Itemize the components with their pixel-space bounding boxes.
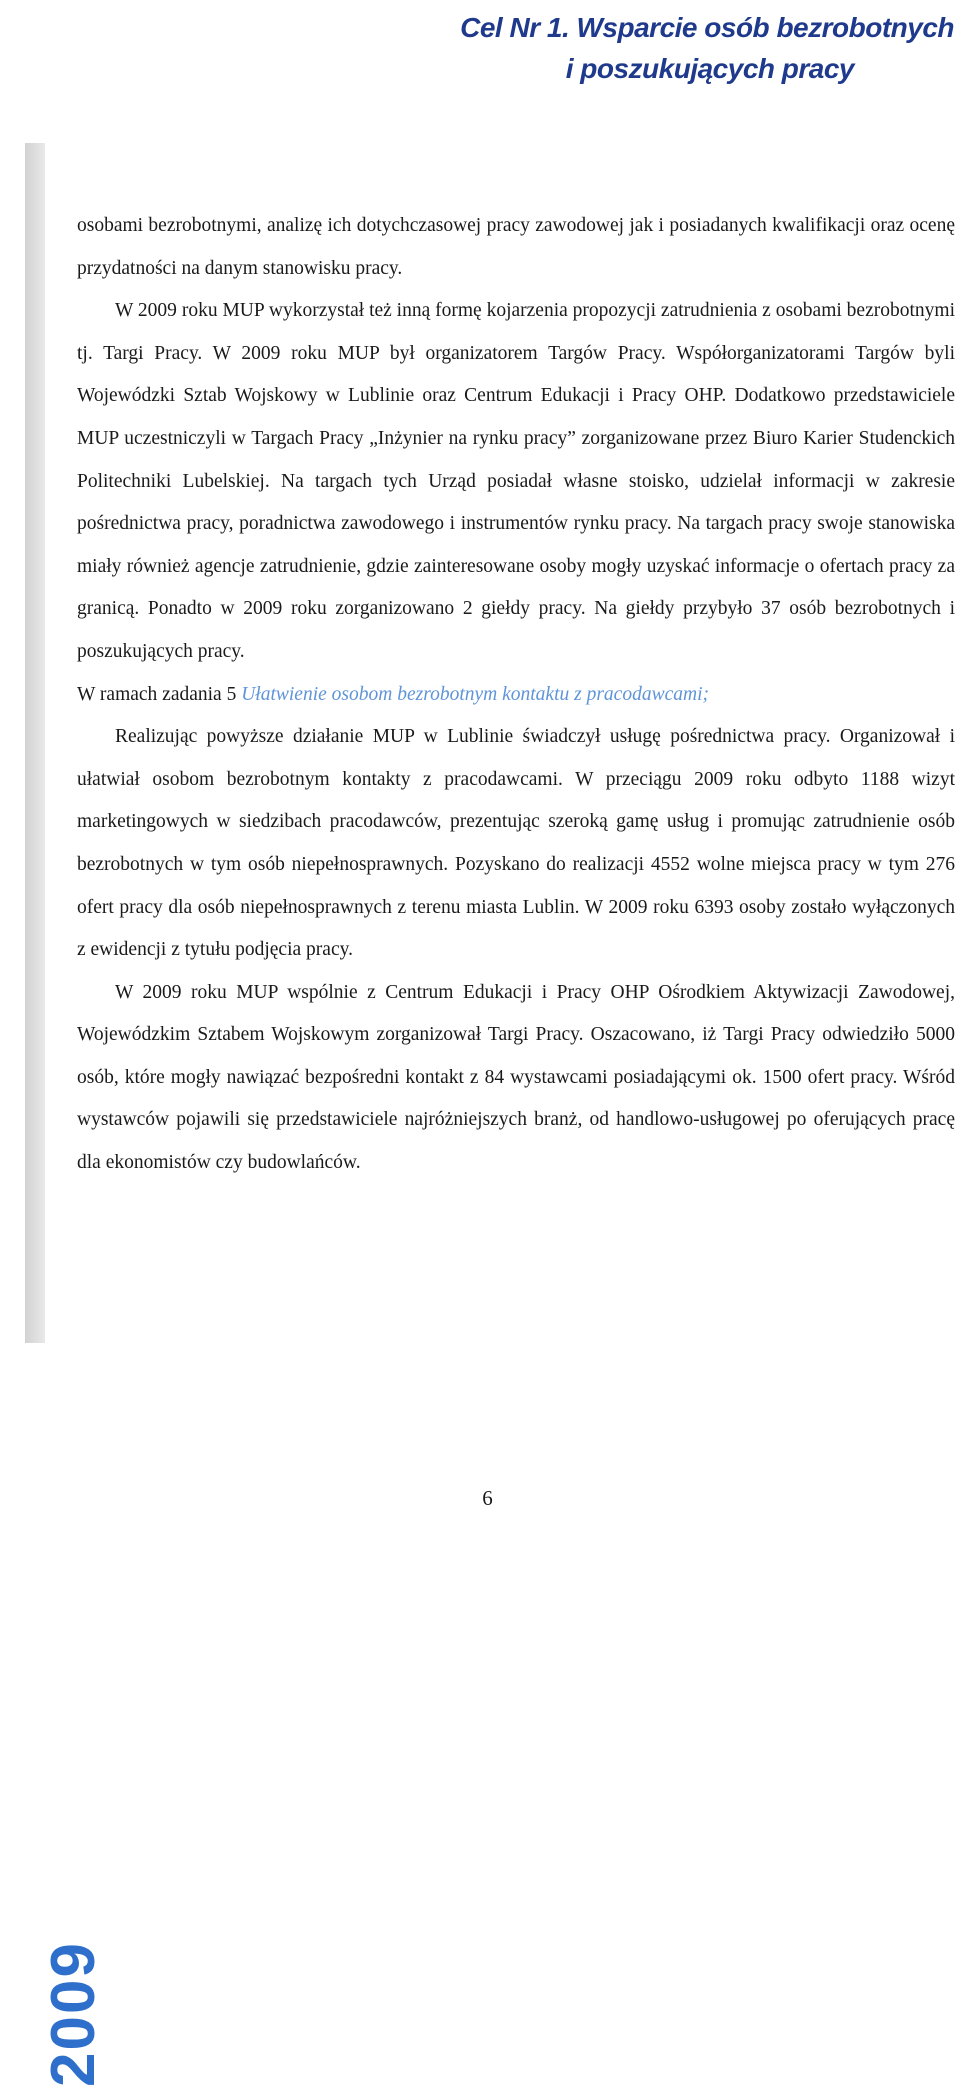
paragraph-1: osobami bezrobotnymi, analizę ich dotychczasowej pracy zawodowej jak i posiadanych kwalifikacji oraz ocenę przydatności na danym stanowisku pracy.: [77, 215, 955, 279]
header-title-line1: Cel Nr 1. Wsparcie osób bezrobotnych: [460, 12, 954, 43]
page-number: 6: [482, 1486, 493, 1510]
document-body: [77, 205, 955, 1185]
paragraph-2: W 2009 roku MUP wykorzystał też inną formę kojarzenia propozycji zatrudnienia z osobami bezrobotnymi tj. Targi Pracy. W 2009 roku MUP był organizatorem Targów Pracy. Współorganizatorami Targów byli Wojewódzki Sztab Wojskowy w Lublinie oraz Centrum Edukacji i Pracy OHP. Dodatkowo przedstawiciele MUP uczestniczyli w Targach Pracy „Inżynier na rynku pracy” zorganizowane przez Biuro Karier Studenckich Politechniki Lubelskiej. Na targach tych Urząd posiadał własne stoisko, udzielał informacji w zakresie pośrednictwa pracy, poradnictwa zawodowego i instrumentów rynku pracy. Na targach pracy swoje stanowiska miały również agencje zatrudnienie, gdzie zainteresowane osoby mogły uzyskać informacje o ofertach pracy za granicą. Ponadto w 2009 roku zorganizowano 2 giełdy pracy. Na giełdy przybyło 37 osób bezrobotnych i poszukujących pracy.: [77, 300, 955, 662]
sidebar-decoration: [25, 143, 45, 1343]
header-title-line2: i poszukujących pracy: [565, 53, 854, 84]
section-header: [434, 10, 954, 90]
paragraph-4: Realizując powyższe działanie MUP w Lublinie świadczył usługę pośrednictwa pracy. Organizował i ułatwiał osobom bezrobotnym kontakty z pracodawcami. W przeciągu 2009 roku odbyto 1188 wizyt marketingowych w siedzibach pracodawców, prezentując szeroką gamę usług i promując zatrudnienie osób bezrobotnych w tym osób niepełnosprawnych. Pozyskano do realizacji 4552 wolne miejsca pracy w tym 276 ofert pracy dla osób niepełnosprawnych z terenu miasta Lublin. W 2009 roku 6393 osoby zostało wyłączonych z ewidencji z tytułu podjęcia pracy.: [77, 726, 955, 961]
paragraph-3: [77, 674, 955, 717]
sidebar-year: 2009: [39, 1941, 108, 2087]
task-title: Ułatwienie osobom bezrobotnym kontaktu z pracodawcami;: [241, 683, 709, 705]
paragraph-5: W 2009 roku MUP wspólnie z Centrum Edukacji i Pracy OHP Ośrodkiem Aktywizacji Zawodowej, Wojewódzkim Sztabem Wojskowym zorganizował Targi Pracy. Oszacowano, iż Targi Pracy odwiedziło 5000 osób, które mogły nawiązać bezpośredni kontakt z 84 wystawcami posiadającymi ok. 1500 ofert pracy. Wśród wystawców pojawili się przedstawiciele najróżniejszych branż, od handlowo-usługowej po oferujących pracę dla ekonomistów czy budowlańców.: [77, 981, 955, 1174]
task-prefix: W ramach zadania 5: [77, 683, 242, 705]
